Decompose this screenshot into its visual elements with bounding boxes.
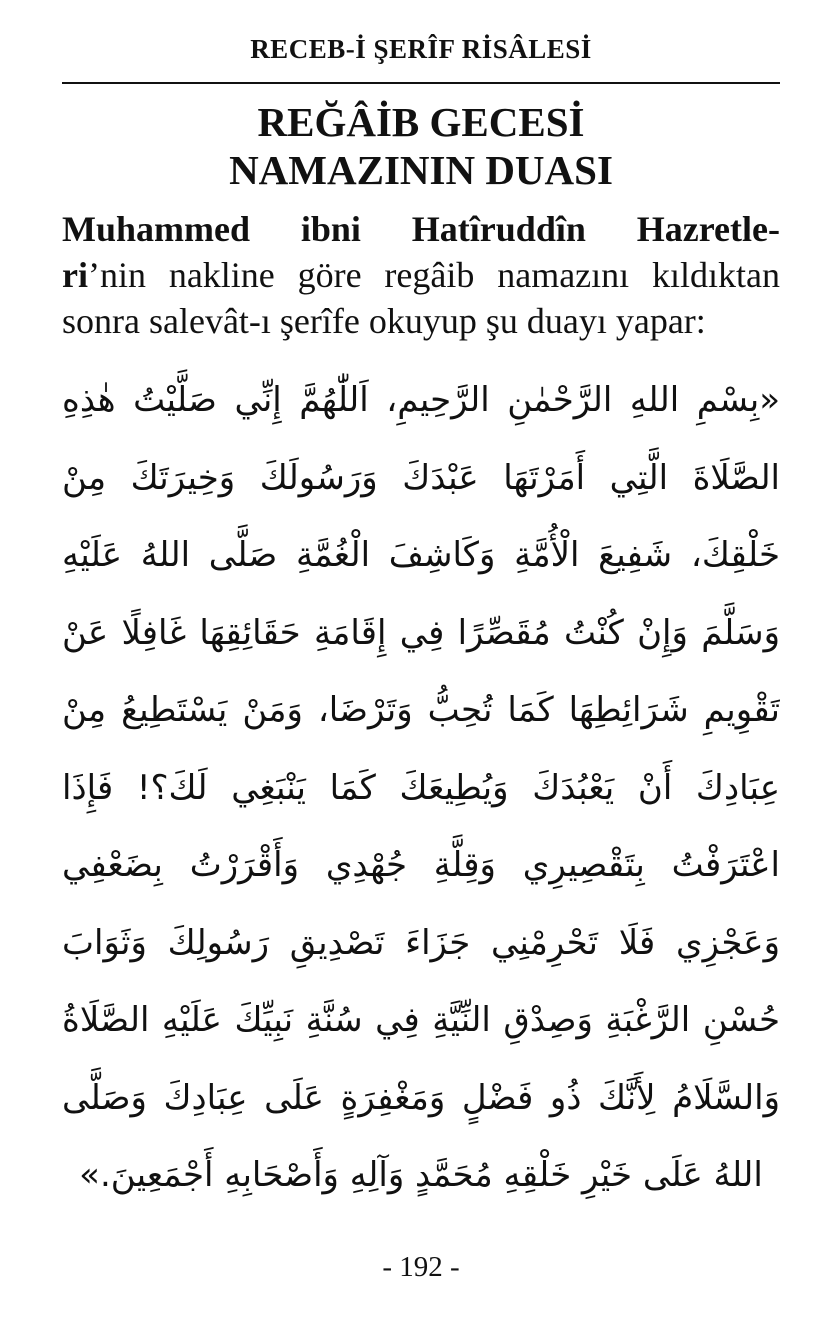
arabic-line: عِبَادِكَ أَنْ يَعْبُدَكَ وَيُطِيعَكَ كَمَا يَنْبَغِي لَكَ؟! فَإِذَا (62, 767, 780, 808)
intro-line-2-text: ’nin nakline göre regâib namazını kıldıktan (87, 255, 780, 295)
running-header: RECEB-İ ŞERÎF RİSÂLESİ (250, 34, 592, 64)
arabic-line: وَسَلَّمَ وَإِنْ كُنْتُ مُقَصِّرًا فِي إِقَامَةِ حَقَائِقِهَا غَافِلًا عَنْ (62, 612, 780, 653)
arabic-prayer (62, 362, 780, 1215)
arabic-line: «بِسْمِ اللهِ الرَّحْمٰنِ الرَّحِيمِ، اَللّٰهُمَّ إِنِّي صَلَّيْتُ هٰذِهِ (62, 380, 780, 420)
section-title-line-1: REĞÂİB GECESİ (257, 99, 585, 145)
author-name-part-1: Muhammed ibni Hatîruddîn Hazretle- (62, 209, 780, 249)
arabic-line: حُسْنِ الرَّغْبَةِ وَصِدْقِ النِّيَّةِ فِي سُنَّةِ نَبِيِّكَ عَلَيْهِ الصَّلَاةُ (62, 1000, 780, 1040)
section-title-line-2: NAMAZININ DUASI (229, 147, 613, 193)
intro-paragraph (62, 206, 780, 344)
page-number: - 192 - (382, 1251, 460, 1283)
arabic-line: اللهُ عَلَى خَيْرِ خَلْقِهِ مُحَمَّدٍ وَآلِهِ وَأَصْحَابِهِ أَجْمَعِينَ.» (79, 1155, 763, 1195)
arabic-line: تَقْوِيمِ شَرَائِطِهَا كَمَا تُحِبُّ وَتَرْضَا، وَمَنْ يَسْتَطِيعُ مِنْ (62, 690, 780, 730)
author-name-part-2: ri (62, 255, 88, 295)
header-rule (62, 82, 780, 84)
arabic-line: الصَّلَاةَ الَّتِي أَمَرْتَهَا عَبْدَكَ وَرَسُولَكَ وَخِيرَتَكَ مِنْ (62, 457, 780, 498)
arabic-line: خَلْقِكَ، شَفِيعَ الْأُمَّةِ وَكَاشِفَ الْغُمَّةِ صَلَّى اللهُ عَلَيْهِ (62, 535, 780, 575)
section-title (62, 98, 780, 194)
intro-line-2 (62, 252, 780, 298)
intro-line-1 (62, 206, 780, 252)
intro-line-3: sonra salevât-ı şerîfe okuyup şu duayı yapar: (62, 301, 706, 341)
arabic-line: وَالسَّلَامُ لِأَنَّكَ ذُو فَضْلٍ وَمَغْفِرَةٍ عَلَى عِبَادِكَ وَصَلَّى (62, 1077, 780, 1118)
arabic-line: اعْتَرَفْتُ بِتَقْصِيرِي وَقِلَّةِ جُهْدِي وَأَقْرَرْتُ بِضَعْفِي (62, 845, 780, 885)
arabic-line: وَعَجْزِي فَلَا تَحْرِمْنِي جَزَاءَ تَصْدِيقِ رَسُولِكَ وَثَوَابَ (62, 922, 780, 963)
